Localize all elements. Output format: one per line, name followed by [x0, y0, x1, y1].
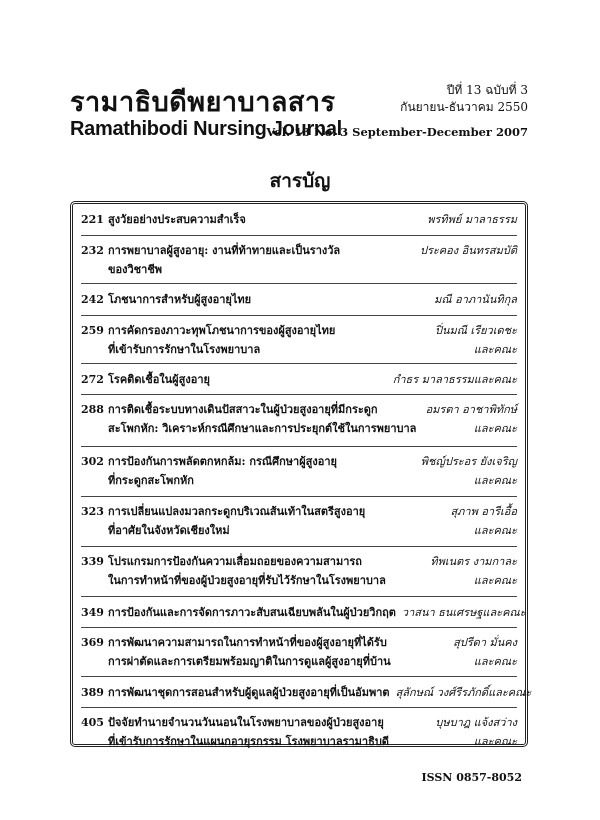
toc-page-number: 288 [81, 403, 104, 416]
toc-entry[interactable] [81, 316, 517, 364]
toc-title-line: การคัดกรองภาวะทุพโภชนาการของผู้สูงอายุไทย [108, 324, 336, 337]
toc-page-number: 323 [81, 505, 104, 518]
toc-authors [421, 210, 517, 229]
toc-page-number: 389 [81, 686, 104, 699]
toc-article-title[interactable] [108, 290, 428, 309]
toc-authors [444, 502, 517, 540]
toc-page-number: 339 [81, 555, 104, 568]
toc-author-line: และคณะ [473, 474, 517, 487]
toc-entry[interactable] [81, 628, 517, 677]
toc-title-line: การป้องกันการพลัดตกหกล้ม: กรณีศึกษาผู้สูงอายุ [108, 455, 337, 468]
toc-entry[interactable] [81, 364, 517, 395]
toc-title-line: การพัฒนาความสามารถในการทำหน้าที่ของผู้สูงอายุที่ได้รับ [108, 636, 387, 649]
toc-heading: สารบัญ [269, 170, 331, 192]
toc-author-line: ทิพเนตร งามกาละ [430, 555, 517, 568]
toc-entry[interactable] [81, 447, 517, 497]
toc-page-number: 242 [81, 293, 104, 306]
toc-title-line: ในการทำหน้าที่ของผู้ป่วยสูงอายุที่รับไว้รักษาในโรงพยาบาล [108, 574, 386, 587]
toc-title-line: สะโพกหัก: วิเคราะห์กรณีศึกษาและการประยุกต์ใช้ในการพยาบาล [108, 422, 417, 435]
toc-author-line: สุลักษณ์ วงศ์รีรภักดิ์และคณะ [395, 686, 532, 699]
toc-entry[interactable] [81, 497, 517, 547]
toc-authors [390, 683, 532, 702]
toc-authors [447, 633, 517, 671]
toc-entry[interactable] [81, 547, 517, 597]
issue-volume-thai: ปีที่ 13 ฉบับที่ 3 [446, 83, 528, 97]
toc-author-line: กำธร มาลาธรรมและคณะ [392, 373, 517, 386]
toc-article-title[interactable] [108, 683, 390, 702]
toc-authors [429, 713, 517, 751]
toc-page-number: 405 [81, 716, 104, 729]
toc-author-line: ประคอง อินทรสมบัติ [419, 244, 517, 257]
toc-article-title[interactable] [108, 400, 420, 438]
toc-title-line: โรคติดเชื้อในผู้สูงอายุ [108, 373, 210, 386]
toc-author-line: พรทิพย์ มาลาธรรม [427, 213, 517, 226]
toc-author-line: สุภาพ อารีเอื้อ [450, 505, 517, 518]
toc-title-line: การติดเชื้อระบบทางเดินปัสสาวะในผู้ป่วยสูงอายุที่มีกระดูก [108, 403, 378, 416]
toc-title-line: ที่เข้ารับการรักษาในโรงพยาบาล [108, 343, 261, 356]
toc-page-number: 349 [81, 606, 104, 619]
toc-title-line: ที่อาศัยในจังหวัดเชียงใหม่ [108, 524, 230, 537]
toc-entry[interactable] [81, 677, 532, 708]
toc-entry[interactable] [81, 204, 517, 236]
issue-months-thai: กันยายน-ธันวาคม 2550 [400, 100, 528, 114]
toc-entry[interactable] [81, 236, 517, 284]
toc-article-title[interactable] [108, 603, 396, 622]
toc-page-number: 369 [81, 636, 104, 649]
table-of-contents [70, 201, 532, 748]
toc-authors [387, 370, 517, 389]
toc-article-title[interactable] [108, 552, 424, 590]
toc-title-line: การป้องกันและการจัดการภาวะสับสนเฉียบพลันในผู้ป่วยวิกฤต [108, 606, 396, 619]
toc-author-line: บุษบาฎ แจ้งสว่าง [435, 716, 517, 729]
toc-article-title[interactable] [108, 210, 421, 229]
toc-title-line: การเปลี่ยนแปลงมวลกระดูกบริเวณส้นเท้าในสตรีสูงอายุ [108, 505, 366, 518]
toc-author-line: ปิ่นมณี เรียวเดชะ [434, 324, 517, 337]
toc-title-line: ที่เข้ารับการรักษาในแผนกอายุรกรรม โรงพยาบาลรามาธิบดี [108, 735, 389, 748]
journal-title-english: Ramathibodi Nursing Journal [70, 118, 342, 140]
issue-info-english: Vol. 13 No. 3 September-December 2007 [266, 125, 528, 139]
toc-authors [424, 552, 517, 590]
toc-entry[interactable] [81, 284, 517, 316]
toc-page-number: 302 [81, 455, 104, 468]
toc-title-line: ที่กระดูกสะโพกหัก [108, 474, 194, 487]
toc-article-title[interactable] [108, 241, 414, 279]
toc-authors [415, 452, 517, 490]
toc-authors [429, 321, 517, 359]
toc-title-line: การพยาบาลผู้สูงอายุ: งานที่ท้าทายและเป็นรางวัล [108, 244, 341, 257]
toc-entry[interactable] [81, 597, 526, 628]
toc-title-line: โภชนาการสำหรับผู้สูงอายุไทย [108, 293, 252, 306]
toc-entry[interactable] [81, 395, 517, 447]
toc-author-line: และคณะ [473, 422, 517, 435]
toc-author-line: อมรตา อาชาพิทักษ์ [425, 403, 517, 416]
toc-author-line: และคณะ [473, 574, 517, 587]
journal-title-thai: รามาธิบดีพยาบาลสาร [70, 87, 336, 118]
issn-number: ISSN 0857-8052 [421, 771, 522, 784]
toc-title-line: ของวิชาชีพ [108, 263, 163, 276]
toc-title-line: โปรแกรมการป้องกันความเสื่อมถอยของความสามารถ [108, 555, 362, 568]
toc-authors [414, 241, 517, 260]
toc-entry[interactable] [81, 708, 517, 758]
toc-author-line: มณี อาภานันทิกุล [434, 293, 517, 306]
toc-author-line: และคณะ [473, 524, 517, 537]
toc-title-line: สูงวัยอย่างประสบความสำเร็จ [108, 213, 246, 226]
toc-author-line: และคณะ [473, 343, 517, 356]
toc-title-line: การพัฒนาชุดการสอนสำหรับผู้ดูแลผู้ป่วยสูงอายุที่เป็นอัมพาต [108, 686, 390, 699]
toc-authors [396, 603, 526, 622]
toc-page-number: 221 [81, 213, 104, 226]
toc-author-line: และคณะ [473, 735, 517, 748]
toc-article-title[interactable] [108, 370, 387, 389]
toc-page-number: 272 [81, 373, 104, 386]
toc-author-line: และคณะ [473, 655, 517, 668]
toc-authors [420, 400, 517, 438]
toc-article-title[interactable] [108, 502, 444, 540]
toc-authors [428, 290, 517, 309]
toc-author-line: สุปรีดา มั่นคง [453, 636, 517, 649]
toc-title-line: การผ่าตัดและการเตรียมพร้อมญาติในการดูแลผู้สูงอายุที่บ้าน [108, 655, 391, 668]
toc-author-line: วาสนา ธนเศรษฐและคณะ [401, 606, 526, 619]
toc-page-number: 232 [81, 244, 104, 257]
toc-author-line: พิชญ์ประอร ยังเจริญ [420, 455, 517, 468]
toc-article-title[interactable] [108, 321, 429, 359]
toc-title-line: ปัจจัยทำนายจำนวนวันนอนในโรงพยาบาลของผู้ป่วยสูงอายุ [108, 716, 384, 729]
toc-article-title[interactable] [108, 713, 429, 751]
toc-article-title[interactable] [108, 633, 447, 671]
toc-article-title[interactable] [108, 452, 415, 490]
toc-page-number: 259 [81, 324, 104, 337]
issue-info-thai [400, 82, 528, 116]
